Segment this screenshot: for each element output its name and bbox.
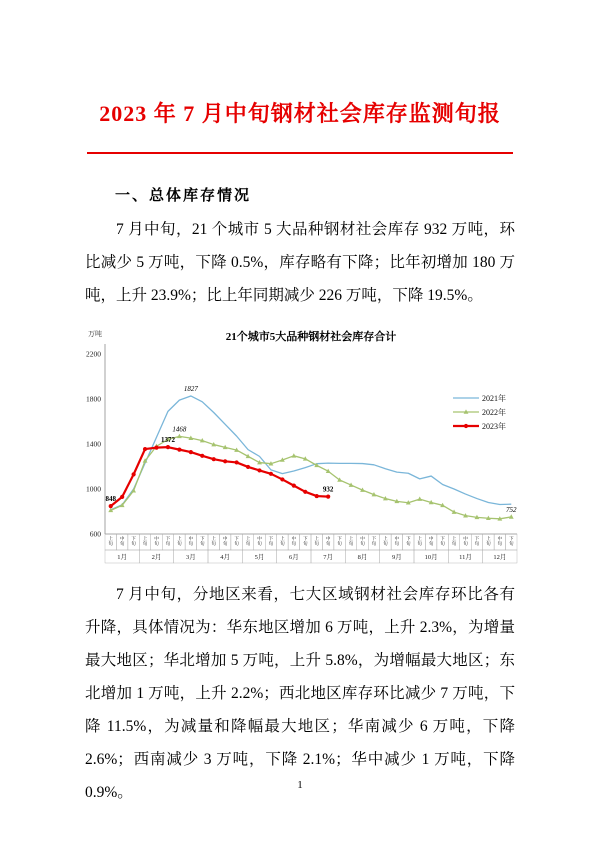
x-tick-label: 上旬 [280,536,285,547]
triangle-marker [291,453,296,457]
circle-marker [235,460,239,464]
chart-title: 21个城市5大品种钢材社会库存合计 [225,331,397,343]
section-heading: 一、总体库存情况 [115,188,252,204]
x-tick-label: 上旬 [108,536,114,547]
circle-marker [292,484,296,488]
y-tick-label: 1400 [86,439,101,449]
x-month-label: 3月 [185,554,196,561]
x-tick-label: 下旬 [165,536,171,547]
x-tick-label: 下旬 [508,536,514,547]
x-tick-label: 下旬 [474,536,480,547]
data-label: 1468 [172,425,187,434]
regional-paragraph: 7 月中旬，分地区来看，七大区域钢材社会库存环比各有升降，具体情况为：华东地区增加 6 万吨，上升 2.3%，为增量最大地区；华北增加 5 万吨，上升 5.8%，为增幅最大地区；东北增加 1 万吨，上升 2.2%；西北地区库存环比减少 7 万吨，下降 11.5%，为减量和降幅最大地区；华南减少 6 万吨，下降 2.6%；西南减少 3 万吨，下降 2.1%；华中减少 1 万吨，下降 0.9%。 [85,586,515,801]
x-month-label: 6月 [288,554,299,561]
legend-label: 2022年 [482,407,506,417]
x-month-label: 10月 [424,554,438,561]
x-tick-label: 中旬 [291,536,297,547]
circle-marker [257,468,261,472]
x-tick-label: 上旬 [451,536,457,547]
x-month-label: 11月 [459,554,472,561]
circle-marker [109,504,113,508]
triangle-marker [177,434,182,438]
x-month-label: 2月 [151,554,162,561]
x-tick-label: 中旬 [119,536,125,547]
circle-marker [303,490,307,494]
data-label: 932 [322,485,334,494]
x-tick-label: 下旬 [371,536,377,547]
x-tick-label: 中旬 [222,536,228,547]
circle-marker [246,465,250,469]
x-tick-label: 下旬 [405,536,411,547]
circle-marker [189,450,193,454]
page-title: 2023 年 7 月中旬钢材社会库存监测旬报 [99,101,501,126]
x-tick-label: 中旬 [394,536,400,547]
circle-marker [212,457,216,461]
x-month-label: 9月 [391,554,402,561]
legend-label: 2021年 [482,393,506,403]
x-month-label: 1月 [117,554,128,561]
chart-y-axis-unit: 万吨 [88,330,102,338]
y-tick-label: 2200 [86,349,101,359]
x-tick-label: 上旬 [383,536,388,547]
title-underline [87,152,513,154]
triangle-marker [417,497,422,501]
x-tick-label: 下旬 [234,536,239,547]
x-tick-label: 中旬 [497,536,503,547]
x-tick-label: 中旬 [463,536,468,547]
x-month-label: 5月 [254,554,265,561]
circle-marker [177,448,181,452]
x-tick-label: 上旬 [142,536,148,547]
x-month-label: 7月 [323,554,334,561]
triangle-marker [509,514,514,518]
x-tick-label: 中旬 [428,536,434,547]
inventory-line-chart [85,324,530,570]
x-tick-label: 上旬 [417,536,423,547]
x-tick-label: 上旬 [348,536,354,547]
circle-marker [120,495,124,499]
overview-paragraph: 7 月中旬，21 个城市 5 大品种钢材社会库存 932 万吨，环比减少 5 万吨，下降 0.5%，库存略有下降；比年初增加 180 万吨，上升 23.9%；比上年同期减少 226 万吨，下降 19.5%。 [85,221,515,304]
circle-marker [280,477,284,481]
x-tick-label: 下旬 [337,536,342,547]
x-tick-label: 上旬 [211,536,217,547]
circle-marker [326,495,330,499]
circle-marker [154,446,158,450]
series-line-2021年 [111,396,512,510]
x-month-label: 12月 [493,554,507,561]
x-tick-label: 下旬 [302,536,308,547]
circle-marker [223,459,227,463]
data-label: 1827 [183,384,198,393]
x-tick-label: 中旬 [257,536,262,547]
x-tick-label: 中旬 [154,536,159,547]
y-tick-label: 1000 [86,484,101,494]
x-tick-label: 上旬 [486,536,491,547]
page-number: 1 [297,779,303,791]
data-label: 1372 [160,436,175,445]
y-tick-label: 1800 [86,394,101,404]
x-tick-label: 下旬 [268,536,274,547]
circle-marker [269,472,273,476]
circle-marker [132,472,136,476]
x-tick-label: 中旬 [325,536,331,547]
x-tick-label: 上旬 [177,536,182,547]
x-tick-label: 中旬 [360,536,365,547]
x-tick-label: 下旬 [440,536,445,547]
circle-marker [200,454,204,458]
circle-marker [315,494,319,498]
legend-label: 2023年 [482,421,506,431]
x-month-label: 4月 [220,554,231,561]
x-tick-label: 上旬 [314,536,320,547]
data-label: 848 [105,495,116,504]
x-tick-label: 上旬 [245,536,251,547]
circle-marker [143,447,147,451]
x-tick-label: 下旬 [199,536,205,547]
legend-circle-marker [464,424,468,428]
x-tick-label: 下旬 [131,536,136,547]
data-label: 752 [506,505,517,514]
inventory-chart [85,324,515,570]
x-month-label: 8月 [357,554,368,561]
x-tick-label: 中旬 [188,536,194,547]
y-tick-label: 600 [89,529,101,539]
circle-marker [166,445,170,449]
